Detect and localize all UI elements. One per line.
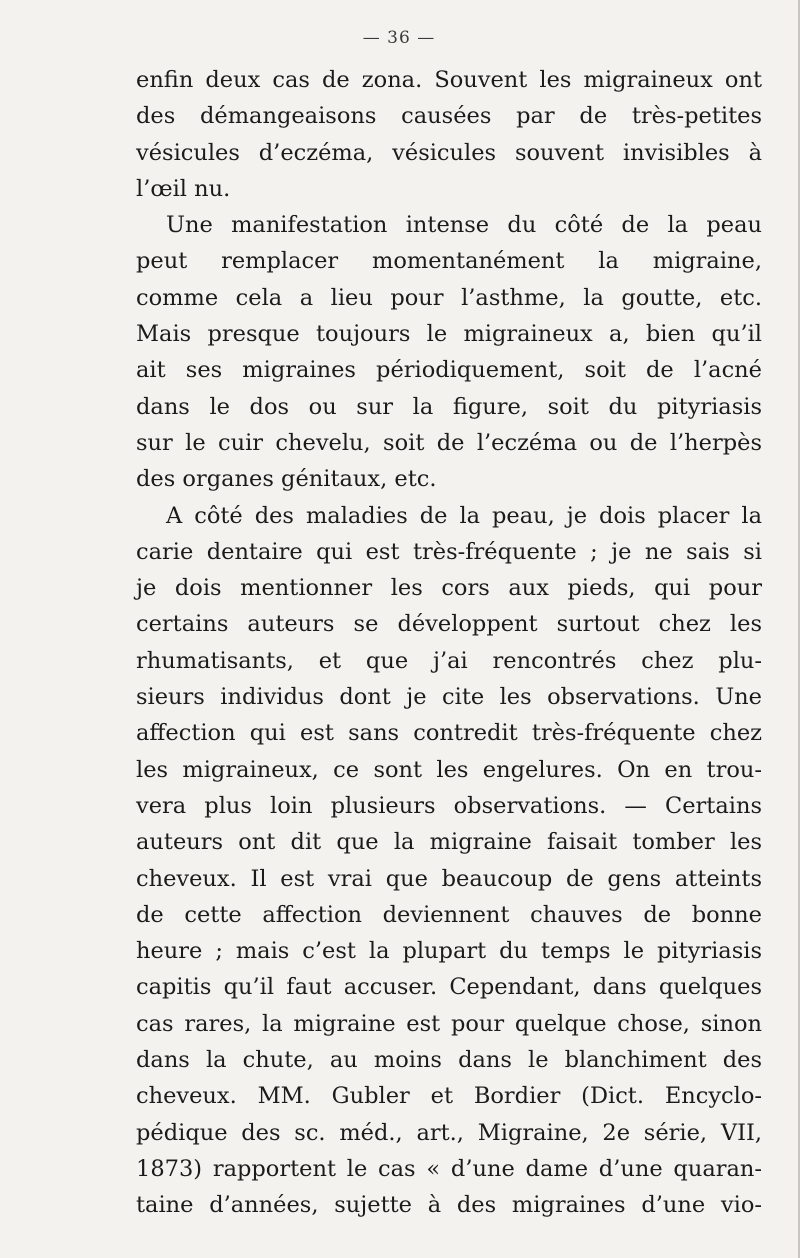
text-line: de cette affection deviennent chauves de bonne	[136, 901, 762, 928]
text-line: dans la chute, au moins dans le blanchiment des	[136, 1047, 762, 1074]
text-line: carie dentaire qui est très-fréquente ; je ne sais si	[136, 538, 762, 565]
text-line: les migraineux, ce sont les engelures. On en trou-	[136, 756, 762, 783]
text-line: cas rares, la migraine est pour quelque chose, sinon	[136, 1010, 762, 1037]
text-line: vésicules d’eczéma, vésicules souvent invisibles à	[136, 139, 762, 166]
text-line: dans le dos ou sur la figure, soit du pityriasis	[136, 393, 762, 420]
text-line: capitis qu’il faut accuser. Cependant, dans quelques	[136, 974, 762, 1001]
text-line: vera plus loin plusieurs observations. — Certains	[136, 792, 762, 819]
text-line: Une manifestation intense du côté de la peau	[166, 212, 762, 239]
text-line: pédique des sc. méd., art., Migraine, 2e série, VII,	[136, 1119, 762, 1146]
text-line: je dois mentionner les cors aux pieds, qui pour	[136, 575, 762, 602]
body-text	[136, 62, 762, 1224]
text-line: comme cela a lieu pour l’asthme, la goutte, etc.	[136, 284, 762, 311]
text-line: taine d’années, sujette à des migraines d’une vio-	[136, 1192, 762, 1219]
page-number: — 36 —	[362, 28, 436, 48]
text-line: sur le cuir chevelu, soit de l’eczéma ou de l’herpès	[136, 429, 762, 456]
text-line: auteurs ont dit que la migraine faisait tomber les	[136, 829, 762, 856]
text-line: rhumatisants, et que j’ai rencontrés chez plu-	[136, 647, 762, 674]
text-line: affection qui est sans contredit très-fréquente chez	[136, 720, 762, 747]
text-line: peut remplacer momentanément la migraine,	[136, 248, 762, 275]
text-line: heure ; mais c’est la plupart du temps le pityriasis	[136, 938, 762, 965]
text-line: l’œil nu.	[136, 175, 231, 202]
text-line: sieurs individus dont je cite les observations. Une	[136, 684, 762, 711]
text-line: 1873) rapportent le cas « d’une dame d’une quaran-	[136, 1155, 762, 1182]
text-line: des organes génitaux, etc.	[136, 466, 437, 493]
text-line: des démangeaisons causées par de très-petites	[136, 103, 762, 130]
text-line: certains auteurs se développent surtout chez les	[136, 611, 762, 638]
text-line: ait ses migraines périodiquement, soit de l’acné	[136, 357, 762, 384]
text-line: enfin deux cas de zona. Souvent les migraineux ont	[136, 67, 762, 93]
text-line: cheveux. MM. Gubler et Bordier (Dict. Encyclo-	[136, 1083, 762, 1110]
text-line: Mais presque toujours le migraineux a, bien qu’il	[136, 321, 762, 348]
text-line: A côté des maladies de la peau, je dois placer la	[166, 502, 762, 529]
text-line: cheveux. Il est vrai que beaucoup de gens atteints	[136, 865, 762, 892]
